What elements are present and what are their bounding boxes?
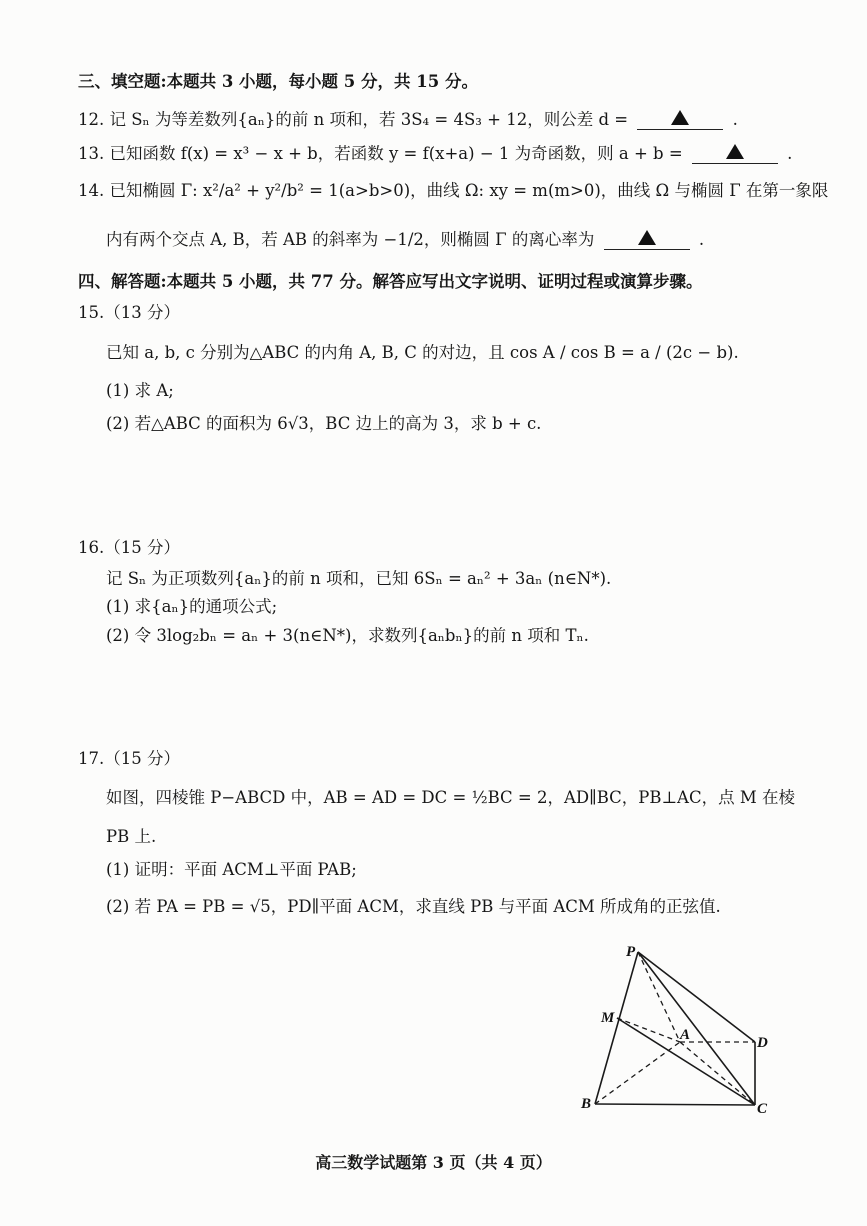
question-17-part-1: (1) 证明：平面 ACM⊥平面 PAB; xyxy=(106,860,357,879)
question-14-line-2 xyxy=(106,229,704,251)
question-15-head: 15.（13 分） xyxy=(78,303,180,322)
label-D: D xyxy=(757,1035,768,1051)
answer-blank-14 xyxy=(604,230,690,250)
question-14-text: 内有两个交点 A, B，若 AB 的斜率为 −1/2，则椭圆 Γ 的离心率为 xyxy=(106,230,595,249)
question-17-head: 17.（15 分） xyxy=(78,749,180,768)
edge-BC xyxy=(595,1104,755,1105)
triangle-icon xyxy=(638,230,656,245)
question-17-stem-line-2: PB 上. xyxy=(106,827,157,846)
question-16-stem: 记 Sₙ 为正项数列{aₙ}的前 n 项和，已知 6Sₙ = aₙ² + 3aₙ (n∈N*). xyxy=(106,569,612,588)
question-16-head: 16.（15 分） xyxy=(78,538,180,557)
question-15-stem: 已知 a, b, c 分别为△ABC 的内角 A, B, C 的对边，且 cos A / cos B = a / (2c − b). xyxy=(106,343,739,362)
triangle-icon xyxy=(671,110,689,125)
question-15-part-1: (1) 求 A; xyxy=(106,381,174,400)
answer-blank-13 xyxy=(692,144,778,164)
answer-blank-12 xyxy=(637,110,723,130)
page-footer: 高三数学试题第 3 页（共 4 页） xyxy=(315,1153,552,1172)
edge-AB xyxy=(595,1042,680,1104)
label-C: C xyxy=(757,1101,768,1117)
question-17-part-2: (2) 若 PA = PB = √5，PD∥平面 ACM，求直线 PB 与平面 ACM 所成角的正弦值. xyxy=(106,897,721,916)
question-16-part-1: (1) 求{aₙ}的通项公式; xyxy=(106,597,278,616)
question-17-stem-line-1: 如图，四棱锥 P−ABCD 中，AB = AD = DC = ½BC = 2，AD∥BC，PB⊥AC，点 M 在棱 xyxy=(106,788,795,807)
solve-section-header: 四、解答题:本题共 5 小题，共 77 分。解答应写出文字说明、证明过程或演算步骤。 xyxy=(78,272,703,291)
question-13 xyxy=(78,143,792,165)
label-P: P xyxy=(626,944,636,960)
pyramid-figure xyxy=(575,938,795,1123)
label-A: A xyxy=(680,1027,691,1043)
question-14-end: . xyxy=(698,230,705,249)
question-12-text: 12. 记 Sₙ 为等差数列{aₙ}的前 n 项和，若 3S₄ = 4S₃ + 12，则公差 d = xyxy=(78,110,629,129)
question-12 xyxy=(78,109,738,131)
fill-in-section-header: 三、填空题:本题共 3 小题，每小题 5 分，共 15 分。 xyxy=(78,72,478,91)
question-13-end: . xyxy=(787,144,793,163)
segment-AC xyxy=(680,1042,755,1105)
label-M: M xyxy=(601,1010,615,1026)
triangle-icon xyxy=(726,144,744,159)
question-16-part-2: (2) 令 3log₂bₙ = aₙ + 3(n∈N*)，求数列{aₙbₙ}的前 n 项和 Tₙ. xyxy=(106,626,589,645)
question-14-line-1: 14. 已知椭圆 Γ: x²/a² + y²/b² = 1(a>b>0)，曲线 Ω: xy = m(m>0)，曲线 Ω 与椭圆 Γ 在第一象限 xyxy=(78,181,829,200)
question-15-part-2: (2) 若△ABC 的面积为 6√3，BC 边上的高为 3，求 b + c. xyxy=(106,414,542,433)
label-B: B xyxy=(581,1096,592,1112)
question-12-end: . xyxy=(732,110,738,129)
question-13-text: 13. 已知函数 f(x) = x³ − x + b，若函数 y = f(x+a) − 1 为奇函数，则 a + b = xyxy=(78,144,683,163)
